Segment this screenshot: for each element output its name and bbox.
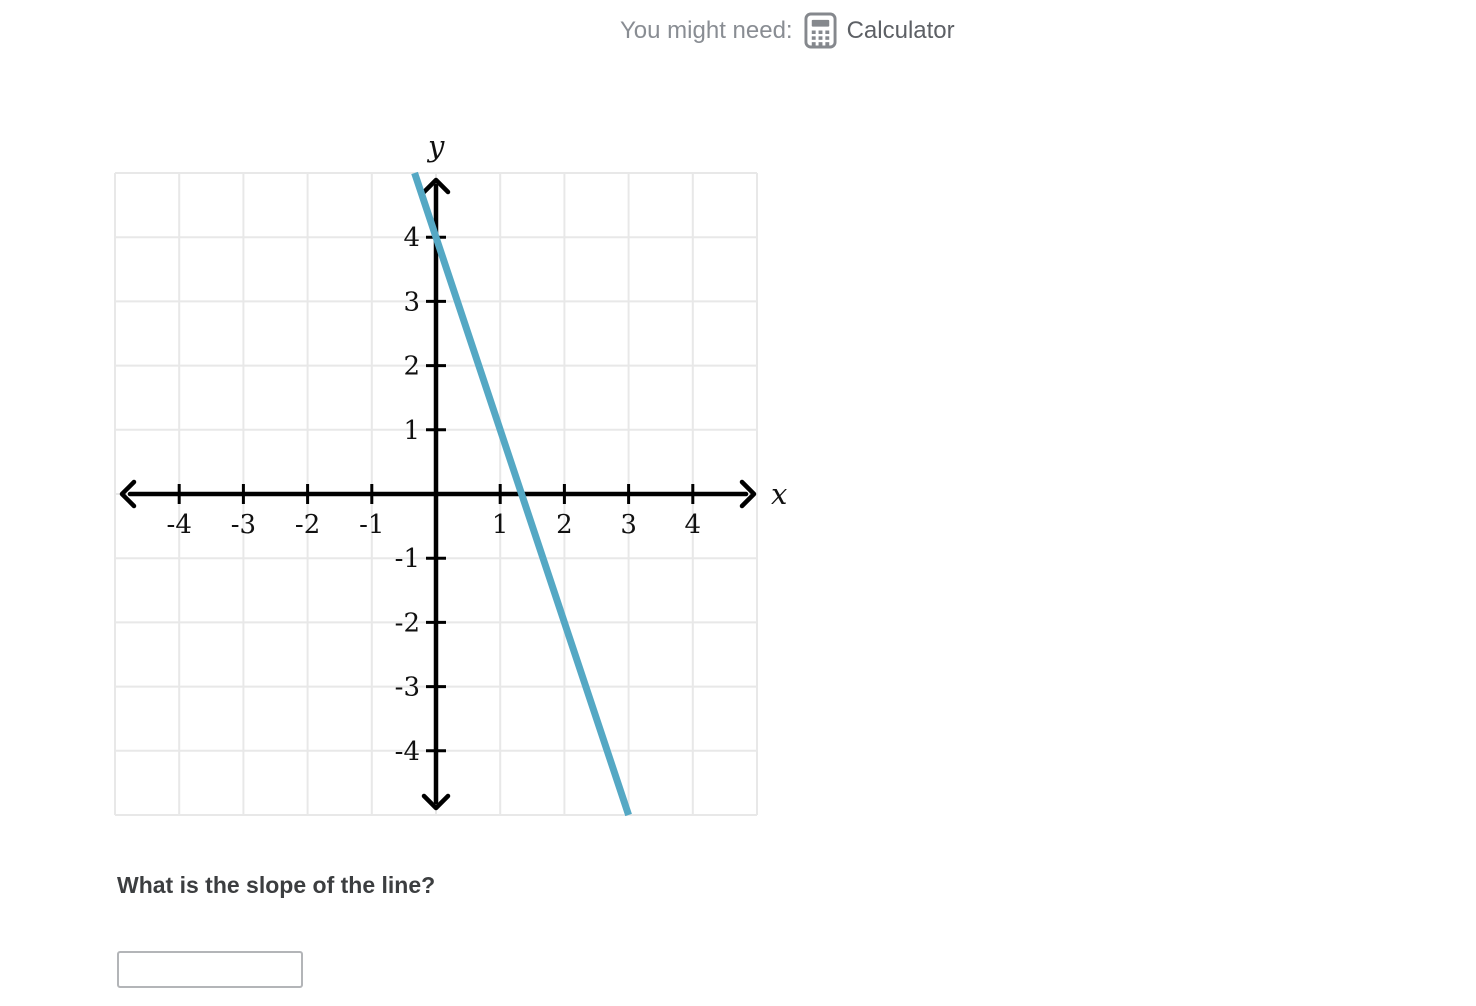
x-tick-label: 1	[491, 510, 509, 540]
x-tick-label: -1	[359, 510, 385, 540]
y-axis-label: y	[428, 129, 445, 163]
slope-answer-input[interactable]	[117, 951, 303, 988]
question-text: What is the slope of the line?	[117, 872, 436, 898]
calculator-button[interactable]	[804, 12, 955, 49]
x-tick-label: -2	[294, 510, 321, 540]
coordinate-plane	[100, 128, 820, 828]
x-axis-label: x	[771, 477, 788, 511]
calculator-label: Calculator	[846, 16, 955, 44]
hint-label: You might need:	[620, 16, 793, 44]
y-tick-label: 3	[403, 287, 420, 318]
x-tick-label: 4	[684, 510, 702, 540]
y-tick-label: 4	[403, 223, 420, 254]
y-tick-label: -2	[394, 608, 420, 639]
y-tick-label: 1	[403, 415, 420, 446]
y-tick-label: -4	[394, 736, 420, 767]
calculator-icon	[804, 12, 837, 49]
x-tick-label: -4	[166, 510, 192, 540]
x-tick-label: -3	[230, 510, 257, 540]
y-tick-label: -3	[394, 672, 420, 703]
x-tick-label: 2	[556, 510, 573, 540]
y-tick-label: -1	[394, 544, 420, 575]
y-tick-label: 2	[403, 351, 420, 382]
x-tick-label: 3	[620, 510, 637, 540]
hint-row	[620, 12, 955, 49]
